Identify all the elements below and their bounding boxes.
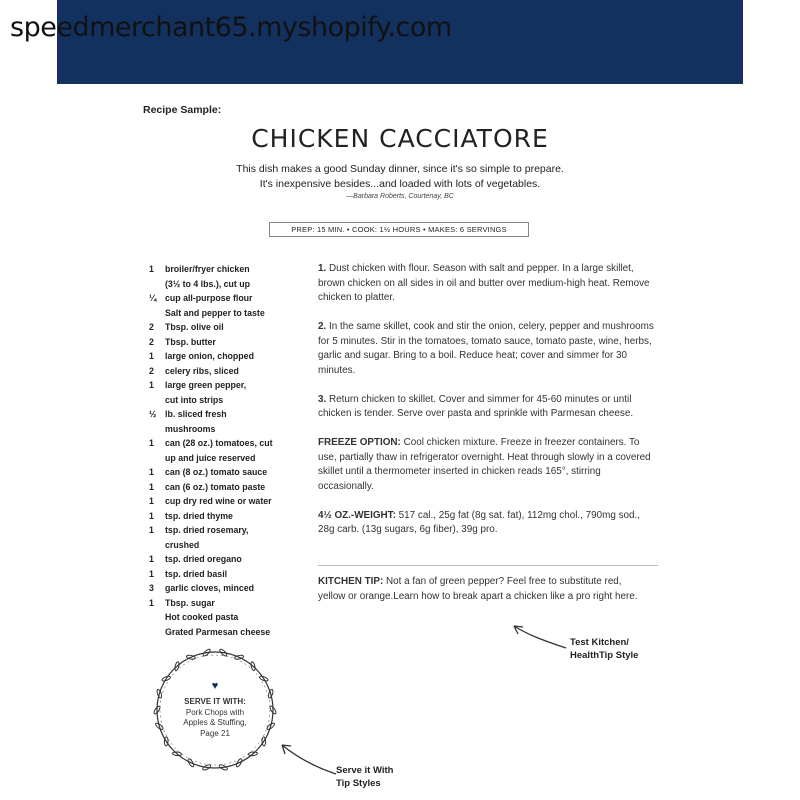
ingredient-quantity: 1 (149, 481, 154, 492)
kitchen-tip-text: Not a fan of green pepper? Feel free to substitute red, yellow or orange.Learn how to break apart a chicken like a pro right here. (318, 576, 638, 602)
recipe-attribution: —Barbara Roberts, Courtenay, BC (346, 193, 454, 200)
ingredient-quantity: 1 (149, 264, 154, 274)
ingredient-quantity: 2 (149, 322, 154, 332)
serve-style-callout (336, 764, 393, 790)
ingredient-text: can (6 oz.) tomato paste (165, 481, 266, 492)
ingredient-row (149, 610, 299, 625)
serve-it-with-tip (164, 697, 266, 739)
step-text: Dust chicken with flour. Season with salt and pepper. In a large skillet, brown chicken on all sides in oil and butter over medium-high heat. Remove chicken to platter. (318, 263, 650, 303)
serve-line: Page 21 (200, 728, 230, 738)
ingredient-row (149, 364, 299, 379)
step-text: Return chicken to skillet. Cover and simmer for 45-60 minutes or until chicken is tender. Serve over pasta and sprinkle with Parmesan cheese. (318, 393, 634, 419)
callout-line: Test Kitchen/ (570, 637, 629, 648)
ingredient-text: garlic cloves, minced (165, 583, 254, 593)
serve-line: Apples & Stuffing, (183, 718, 247, 727)
nutrition-label: 4½ OZ.-WEIGHT: (318, 509, 396, 521)
ingredient-text: Tbsp. butter (165, 336, 216, 347)
ingredient-text: cup dry red wine or water (165, 496, 272, 506)
ingredient-text: mushrooms (165, 423, 216, 434)
ingredient-row (149, 291, 299, 306)
direction-step (318, 320, 658, 378)
recipe-sample-label: Recipe Sample: (143, 104, 222, 116)
step-number: 3. (318, 393, 327, 405)
ingredient-row (149, 465, 299, 480)
ingredient-text: can (8 oz.) tomato sauce (165, 467, 268, 477)
callout-line: HealthTip Style (570, 650, 639, 661)
ingredient-row (149, 378, 299, 393)
ingredient-quantity: 3 (149, 583, 154, 593)
ingredient-row (149, 320, 299, 335)
ingredient-text: large onion, chopped (165, 351, 254, 361)
ingredient-quantity: 1 (149, 351, 154, 361)
direction-step (318, 262, 658, 306)
ingredient-text: crushed (165, 539, 200, 550)
tip-style-callout (570, 636, 638, 662)
tip-style-arrow-icon (508, 620, 570, 652)
ingredient-list (149, 262, 299, 639)
kitchen-tip (318, 575, 638, 604)
ingredient-row (149, 552, 299, 567)
ingredient-text: up and juice reserved (165, 452, 256, 463)
ingredient-row (149, 494, 299, 509)
ingredient-quantity: 1 (149, 467, 154, 477)
step-number: 1. (318, 263, 327, 274)
ingredient-text: (3½ to 4 lbs.), cut up (165, 278, 251, 289)
ingredient-text: celery ribs, sliced (165, 365, 239, 376)
ingredient-text: Salt and pepper to taste (165, 307, 265, 318)
heart-icon: ♥ (211, 680, 219, 692)
divider (318, 565, 658, 566)
store-watermark: speedmerchant65.myshopify.com (10, 12, 452, 43)
ingredient-text: Tbsp. olive oil (165, 322, 224, 332)
freeze-option (318, 436, 658, 494)
direction-step (318, 393, 658, 422)
ingredient-text: cup all-purpose flour (165, 293, 253, 303)
ingredient-quantity: 1 (149, 597, 154, 608)
callout-line: Serve it With (336, 765, 394, 776)
ingredient-row (149, 262, 299, 277)
ingredient-text: broiler/fryer chicken (165, 264, 250, 274)
ingredient-text: cut into strips (165, 394, 224, 405)
ingredient-text: tsp. dried thyme (165, 510, 233, 521)
ingredient-text: tsp. dried basil (165, 568, 228, 579)
ingredient-row (149, 422, 299, 437)
ingredient-row (149, 538, 299, 553)
serve-style-arrow-icon (276, 740, 340, 780)
ingredient-quantity: 1 (149, 525, 154, 535)
ingredient-text: lb. sliced fresh (165, 409, 227, 419)
ingredient-text: Grated Parmesan cheese (165, 626, 271, 637)
ingredient-quantity: ¼ (149, 293, 157, 303)
ingredient-quantity: 1 (149, 510, 154, 521)
intro-line: This dish makes a good Sunday dinner, since it's so simple to prepare. (236, 163, 564, 175)
freeze-option-label: FREEZE OPTION: (318, 437, 401, 448)
ingredient-row (149, 335, 299, 350)
ingredient-row (149, 480, 299, 495)
serve-line: Pork Chops with (185, 707, 245, 717)
ingredient-quantity: 1 (149, 554, 154, 564)
ingredient-row (149, 407, 299, 422)
ingredient-row (149, 567, 299, 582)
ingredient-quantity: 1 (149, 380, 154, 390)
ingredient-row (149, 509, 299, 524)
ingredient-row (149, 451, 299, 466)
recipe-title: CHICKEN CACCIATORE (251, 124, 549, 153)
ingredient-quantity: 1 (149, 496, 154, 506)
ingredient-row (149, 596, 299, 611)
ingredient-row (149, 306, 299, 321)
ingredient-row (149, 523, 299, 538)
step-text: In the same skillet, cook and stir the onion, celery, pepper and mushrooms for 5 minutes. Stir in the tomatoes, tomato sauce, tomato paste, wine, herbs, garlic and sugar. Bring to a boil. Reduce heat; cover and simmer for 30 minutes. (318, 321, 654, 376)
ingredient-quantity: 1 (149, 568, 154, 579)
prep-cook-servings-box: PREP: 15 MIN. • COOK: 1½ HOURS • MAKES: 6 SERVINGS (269, 222, 529, 237)
ingredient-row (149, 349, 299, 364)
freeze-option-text: Cool chicken mixture. Freeze in freezer containers. To use, partially thaw in refrigerator overnight. Heat through slowly in a covered skillet until a thermometer inserted in chicken reads 165°, stirring occasionally. (318, 437, 651, 492)
ingredient-text: Hot cooked pasta (165, 612, 239, 622)
intro-line: It's inexpensive besides...and loaded with lots of vegetables. (259, 178, 541, 190)
ingredient-row (149, 625, 299, 640)
ingredient-quantity: 2 (149, 365, 154, 376)
ingredient-row (149, 277, 299, 292)
ingredient-quantity: 2 (149, 336, 154, 347)
ingredient-quantity: ½ (149, 409, 157, 419)
ingredient-text: tsp. dried oregano (165, 554, 242, 564)
nutrition-facts (318, 509, 658, 538)
kitchen-tip-label: KITCHEN TIP: (318, 576, 384, 587)
ingredient-quantity: 1 (149, 438, 154, 448)
serve-heading: SERVE IT WITH: (184, 697, 246, 706)
ingredient-text: large green pepper, (165, 380, 247, 390)
recipe-intro (0, 162, 800, 192)
nutrition-text: 517 cal., 25g fat (8g sat. fat), 112mg chol., 790mg sod., 28g carb. (13g sugars, 6g fiber), 39g pro. (318, 509, 640, 535)
step-number: 2. (318, 321, 327, 332)
ingredient-row (149, 436, 299, 451)
ingredient-text: tsp. dried rosemary, (165, 525, 249, 535)
ingredient-row (149, 393, 299, 408)
callout-line: Tip Styles (336, 778, 381, 789)
ingredient-text: Tbsp. sugar (165, 597, 215, 608)
ingredient-row (149, 581, 299, 596)
ingredient-text: can (28 oz.) tomatoes, cut (165, 438, 273, 448)
directions (318, 262, 658, 552)
